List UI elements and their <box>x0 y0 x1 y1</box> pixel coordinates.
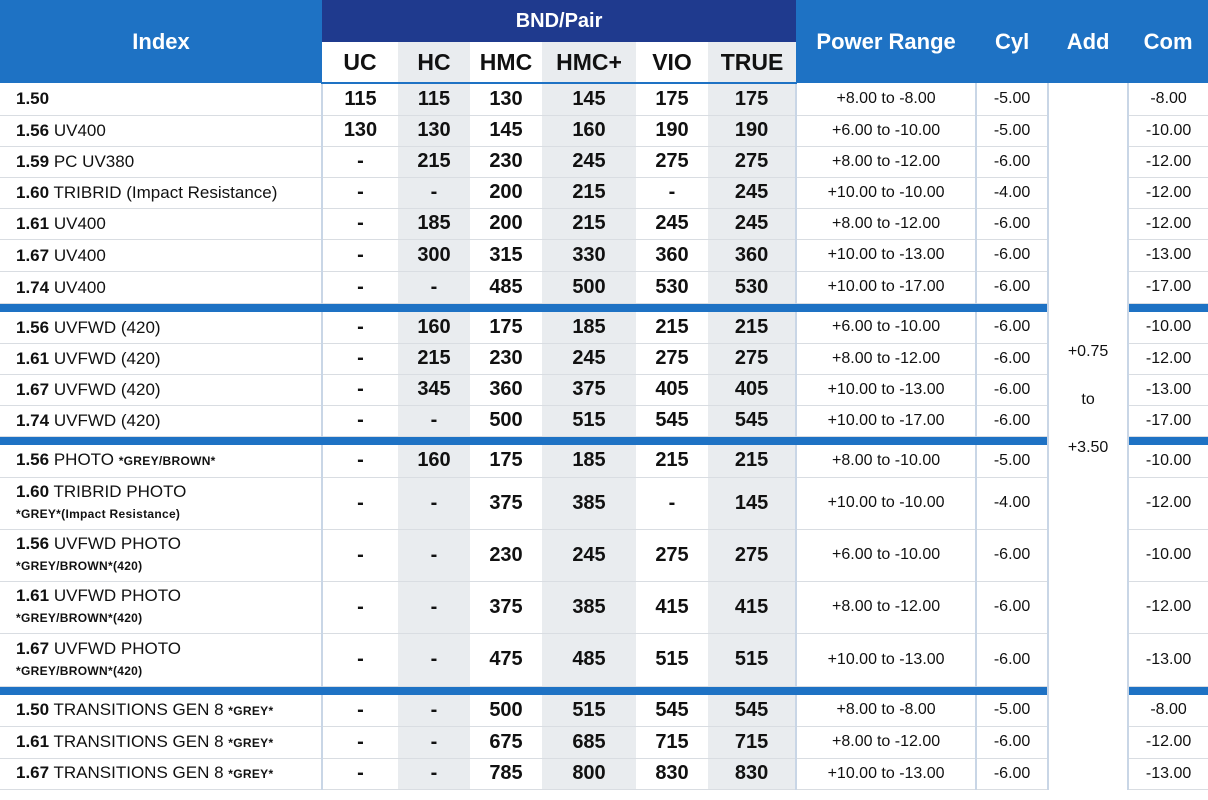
index-variant-note: *GREY/BROWN*(420) <box>16 559 143 573</box>
index-cell <box>0 343 322 374</box>
cyl-cell: -6.00 <box>976 239 1048 271</box>
price-vio: - <box>636 477 708 529</box>
add-range-cell <box>1048 83 1128 789</box>
price-uc: - <box>322 239 398 271</box>
price-vio: 830 <box>636 758 708 789</box>
index-number: 1.50 <box>16 89 50 109</box>
table-row <box>0 312 1208 343</box>
table-row <box>0 581 1208 633</box>
index-cell <box>0 208 322 239</box>
com-cell: -8.00 <box>1128 695 1208 726</box>
power-range-cell: +8.00 to -12.00 <box>796 343 976 374</box>
index-number: 1.74 <box>16 277 50 297</box>
power-range-cell: +8.00 to -8.00 <box>796 695 976 726</box>
com-cell: -13.00 <box>1128 239 1208 271</box>
price-uc: - <box>322 271 398 303</box>
power-range-cell: +8.00 to -12.00 <box>796 146 976 177</box>
index-cell <box>0 529 322 581</box>
price-hc: - <box>398 405 470 436</box>
price-hc: - <box>398 581 470 633</box>
price-hmcp: 245 <box>542 146 636 177</box>
price-hmc: 200 <box>470 177 542 208</box>
price-hc: 215 <box>398 146 470 177</box>
table-row <box>0 445 1208 477</box>
price-hc: - <box>398 529 470 581</box>
price-vio: 245 <box>636 208 708 239</box>
price-hmcp: 800 <box>542 758 636 789</box>
index-number: 1.67 <box>16 638 50 658</box>
price-hmcp: 185 <box>542 312 636 343</box>
price-uc: - <box>322 581 398 633</box>
index-number: 1.59 <box>16 152 50 171</box>
index-description: UVFWD PHOTO <box>53 534 182 553</box>
price-true: 360 <box>708 239 796 271</box>
price-vio: 415 <box>636 581 708 633</box>
cyl-cell: -6.00 <box>976 758 1048 789</box>
price-hc: 345 <box>398 374 470 405</box>
com-cell: -10.00 <box>1128 115 1208 146</box>
price-hmcp: 500 <box>542 271 636 303</box>
section-divider <box>0 303 1208 312</box>
com-cell: -12.00 <box>1128 343 1208 374</box>
power-range-cell: +6.00 to -10.00 <box>796 115 976 146</box>
index-cell <box>0 115 322 146</box>
cyl-cell: -6.00 <box>976 343 1048 374</box>
index-cell <box>0 405 322 436</box>
power-range-cell: +8.00 to -8.00 <box>796 83 976 115</box>
price-uc: - <box>322 445 398 477</box>
power-range-cell: +10.00 to -13.00 <box>796 374 976 405</box>
com-cell: -12.00 <box>1128 208 1208 239</box>
price-vio: 215 <box>636 312 708 343</box>
power-range-cell: +10.00 to -17.00 <box>796 271 976 303</box>
index-description: UV400 <box>53 245 106 265</box>
index-number: 1.61 <box>16 349 50 368</box>
price-vio: 275 <box>636 343 708 374</box>
header-power-range: Power Range <box>796 0 976 83</box>
index-variant-note: *GREY* <box>228 735 274 750</box>
index-number: 1.61 <box>16 586 50 605</box>
add-range-from: +0.75 <box>1067 343 1109 360</box>
power-range-cell: +8.00 to -12.00 <box>796 581 976 633</box>
power-range-cell: +8.00 to -10.00 <box>796 445 976 477</box>
header-true: TRUE <box>708 42 796 83</box>
index-description: UVFWD (420) <box>53 317 161 337</box>
index-number: 1.61 <box>16 731 50 751</box>
price-hmc: 315 <box>470 239 542 271</box>
cyl-cell: -6.00 <box>976 208 1048 239</box>
price-true: 415 <box>708 581 796 633</box>
price-vio: 530 <box>636 271 708 303</box>
com-cell: -12.00 <box>1128 477 1208 529</box>
index-variant-note: *GREY*(Impact Resistance) <box>16 507 181 521</box>
price-hmcp: 330 <box>542 239 636 271</box>
price-uc: - <box>322 374 398 405</box>
header-add: Add <box>1048 0 1128 83</box>
price-vio: 360 <box>636 239 708 271</box>
cyl-cell: -5.00 <box>976 445 1048 477</box>
price-hmcp: 515 <box>542 695 636 726</box>
cyl-cell: -6.00 <box>976 312 1048 343</box>
index-number: 1.74 <box>16 411 50 430</box>
cyl-cell: -5.00 <box>976 695 1048 726</box>
price-hmc: 230 <box>470 146 542 177</box>
cyl-cell: -5.00 <box>976 83 1048 115</box>
header-hmc: HMC <box>470 42 542 83</box>
price-true: 830 <box>708 758 796 789</box>
table-row <box>0 115 1208 146</box>
header-hmc-plus: HMC+ <box>542 42 636 83</box>
com-cell: -17.00 <box>1128 405 1208 436</box>
index-cell <box>0 477 322 529</box>
section-divider <box>0 686 1208 695</box>
com-cell: -10.00 <box>1128 529 1208 581</box>
cyl-cell: -5.00 <box>976 115 1048 146</box>
price-hmcp: 185 <box>542 445 636 477</box>
price-hmc: 675 <box>470 726 542 758</box>
index-cell <box>0 758 322 789</box>
price-hc: - <box>398 477 470 529</box>
power-range-cell: +8.00 to -12.00 <box>796 208 976 239</box>
table-row <box>0 477 1208 529</box>
price-hmc: 145 <box>470 115 542 146</box>
price-hc: 130 <box>398 115 470 146</box>
price-uc: - <box>322 695 398 726</box>
price-hmc: 500 <box>470 405 542 436</box>
index-variant-note: *GREY* <box>228 703 274 718</box>
header-uc: UC <box>322 42 398 83</box>
table-row <box>0 405 1208 436</box>
header-hc: HC <box>398 42 470 83</box>
price-uc: - <box>322 529 398 581</box>
power-range-cell: +10.00 to -13.00 <box>796 633 976 686</box>
table-row <box>0 239 1208 271</box>
price-hmc: 175 <box>470 445 542 477</box>
price-true: 190 <box>708 115 796 146</box>
index-number: 1.67 <box>16 763 50 782</box>
price-hmc: 475 <box>470 633 542 686</box>
index-number: 1.61 <box>16 214 50 233</box>
price-vio: 190 <box>636 115 708 146</box>
table-row <box>0 83 1208 115</box>
table-row <box>0 633 1208 686</box>
power-range-cell: +10.00 to -13.00 <box>796 758 976 789</box>
price-uc: - <box>322 726 398 758</box>
price-vio: 715 <box>636 726 708 758</box>
price-uc: - <box>322 405 398 436</box>
price-true: 245 <box>708 177 796 208</box>
price-hmc: 375 <box>470 581 542 633</box>
index-description: TRANSITIONS GEN 8 <box>53 763 229 782</box>
table-row <box>0 758 1208 789</box>
price-hmc: 360 <box>470 374 542 405</box>
index-number: 1.56 <box>16 317 50 337</box>
table-row <box>0 208 1208 239</box>
table-body <box>0 83 1208 789</box>
cyl-cell: -6.00 <box>976 146 1048 177</box>
price-uc: - <box>322 343 398 374</box>
index-cell <box>0 445 322 477</box>
cyl-cell: -4.00 <box>976 177 1048 208</box>
com-cell: -12.00 <box>1128 177 1208 208</box>
header-com: Com <box>1128 0 1208 83</box>
price-hc: 160 <box>398 445 470 477</box>
price-hmc: 175 <box>470 312 542 343</box>
price-true: 145 <box>708 477 796 529</box>
index-cell <box>0 239 322 271</box>
com-cell: -12.00 <box>1128 146 1208 177</box>
price-hc: 300 <box>398 239 470 271</box>
price-hmcp: 245 <box>542 529 636 581</box>
price-hmc: 375 <box>470 477 542 529</box>
price-true: 545 <box>708 405 796 436</box>
price-hmcp: 375 <box>542 374 636 405</box>
price-true: 215 <box>708 445 796 477</box>
price-hmcp: 485 <box>542 633 636 686</box>
table-row <box>0 726 1208 758</box>
price-hc: 215 <box>398 343 470 374</box>
price-uc: - <box>322 758 398 789</box>
power-range-cell: +10.00 to -13.00 <box>796 239 976 271</box>
price-uc: - <box>322 633 398 686</box>
price-hmcp: 515 <box>542 405 636 436</box>
price-hmcp: 145 <box>542 83 636 115</box>
header-cyl: Cyl <box>976 0 1048 83</box>
table-row <box>0 146 1208 177</box>
price-hc: - <box>398 726 470 758</box>
price-hc: - <box>398 271 470 303</box>
price-uc: - <box>322 312 398 343</box>
price-vio: 215 <box>636 445 708 477</box>
index-description: UV400 <box>53 214 106 233</box>
index-cell <box>0 374 322 405</box>
price-true: 545 <box>708 695 796 726</box>
price-hmc: 500 <box>470 695 542 726</box>
index-description: UVFWD (420) <box>53 411 161 430</box>
price-true: 530 <box>708 271 796 303</box>
index-variant-note: *GREY/BROWN* <box>118 454 216 469</box>
index-description: PHOTO <box>53 450 119 470</box>
price-true: 515 <box>708 633 796 686</box>
header-bnd-pair: BND/Pair <box>322 0 796 42</box>
cyl-cell: -6.00 <box>976 581 1048 633</box>
price-true: 275 <box>708 529 796 581</box>
index-description: UVFWD PHOTO <box>53 586 182 605</box>
price-vio: 515 <box>636 633 708 686</box>
index-description: UVFWD (420) <box>53 349 161 368</box>
price-hc: 185 <box>398 208 470 239</box>
price-hmcp: 685 <box>542 726 636 758</box>
price-hmcp: 160 <box>542 115 636 146</box>
cyl-cell: -6.00 <box>976 726 1048 758</box>
cyl-cell: -6.00 <box>976 529 1048 581</box>
price-true: 175 <box>708 83 796 115</box>
index-variant-note: *GREY/BROWN*(420) <box>16 663 143 678</box>
power-range-cell: +8.00 to -12.00 <box>796 726 976 758</box>
index-description: UV400 <box>53 121 106 140</box>
index-number: 1.60 <box>16 183 50 202</box>
com-cell: -10.00 <box>1128 445 1208 477</box>
price-hmc: 230 <box>470 529 542 581</box>
index-description: UVFWD (420) <box>53 380 161 399</box>
table-row <box>0 271 1208 303</box>
price-vio: 405 <box>636 374 708 405</box>
index-description: TRANSITIONS GEN 8 <box>53 699 229 719</box>
index-number: 1.56 <box>16 450 50 470</box>
index-cell <box>0 695 322 726</box>
table-row <box>0 374 1208 405</box>
index-number: 1.67 <box>16 380 50 399</box>
price-uc: - <box>322 208 398 239</box>
cyl-cell: -6.00 <box>976 633 1048 686</box>
index-description: PC UV380 <box>53 152 135 171</box>
price-true: 275 <box>708 146 796 177</box>
price-true: 275 <box>708 343 796 374</box>
index-number: 1.56 <box>16 534 50 553</box>
price-true: 405 <box>708 374 796 405</box>
price-hc: 160 <box>398 312 470 343</box>
index-cell <box>0 177 322 208</box>
table-row <box>0 177 1208 208</box>
header-index: Index <box>0 0 322 83</box>
index-variant-note: *GREY* <box>228 767 274 781</box>
cyl-cell: -6.00 <box>976 374 1048 405</box>
price-hc: - <box>398 633 470 686</box>
com-cell: -13.00 <box>1128 374 1208 405</box>
cyl-cell: -4.00 <box>976 477 1048 529</box>
index-cell <box>0 633 322 686</box>
price-hc: - <box>398 758 470 789</box>
index-cell <box>0 271 322 303</box>
price-hmcp: 385 <box>542 477 636 529</box>
price-hmc: 785 <box>470 758 542 789</box>
price-true: 245 <box>708 208 796 239</box>
price-hmc: 485 <box>470 271 542 303</box>
index-description: UV400 <box>53 277 106 297</box>
price-uc: - <box>322 477 398 529</box>
com-cell: -17.00 <box>1128 271 1208 303</box>
price-hc: 115 <box>398 83 470 115</box>
table-row <box>0 529 1208 581</box>
index-description: TRANSITIONS GEN 8 <box>53 731 229 751</box>
price-true: 215 <box>708 312 796 343</box>
price-vio: 275 <box>636 529 708 581</box>
com-cell: -12.00 <box>1128 581 1208 633</box>
index-number: 1.56 <box>16 121 50 140</box>
cyl-cell: -6.00 <box>976 405 1048 436</box>
cyl-cell: -6.00 <box>976 271 1048 303</box>
index-variant-note: *GREY/BROWN*(420) <box>16 611 143 625</box>
index-number: 1.60 <box>16 482 50 501</box>
index-description: UVFWD PHOTO <box>53 638 182 658</box>
price-hmc: 230 <box>470 343 542 374</box>
price-vio: - <box>636 177 708 208</box>
price-vio: 275 <box>636 146 708 177</box>
index-description: TRIBRID PHOTO <box>53 482 187 501</box>
price-hmcp: 215 <box>542 177 636 208</box>
table-row <box>0 343 1208 374</box>
price-hmc: 200 <box>470 208 542 239</box>
power-range-cell: +10.00 to -10.00 <box>796 177 976 208</box>
price-uc: 130 <box>322 115 398 146</box>
table-row <box>0 695 1208 726</box>
price-true: 715 <box>708 726 796 758</box>
com-cell: -12.00 <box>1128 726 1208 758</box>
price-hc: - <box>398 177 470 208</box>
price-uc: - <box>322 146 398 177</box>
price-hmcp: 245 <box>542 343 636 374</box>
price-hc: - <box>398 695 470 726</box>
com-cell: -8.00 <box>1128 83 1208 115</box>
index-number: 1.67 <box>16 245 50 265</box>
com-cell: -13.00 <box>1128 633 1208 686</box>
index-description: TRIBRID (Impact Resistance) <box>53 183 278 202</box>
price-uc: 115 <box>322 83 398 115</box>
section-divider <box>0 436 1208 445</box>
power-range-cell: +10.00 to -17.00 <box>796 405 976 436</box>
price-vio: 545 <box>636 405 708 436</box>
com-cell: -10.00 <box>1128 312 1208 343</box>
add-range-to: +3.50 <box>1067 439 1109 456</box>
index-cell <box>0 83 322 115</box>
index-cell <box>0 312 322 343</box>
price-vio: 545 <box>636 695 708 726</box>
price-hmcp: 385 <box>542 581 636 633</box>
power-range-cell: +10.00 to -10.00 <box>796 477 976 529</box>
price-hmcp: 215 <box>542 208 636 239</box>
power-range-cell: +6.00 to -10.00 <box>796 529 976 581</box>
add-range-to-word: to <box>1081 391 1095 408</box>
price-vio: 175 <box>636 83 708 115</box>
price-hmc: 130 <box>470 83 542 115</box>
power-range-cell: +6.00 to -10.00 <box>796 312 976 343</box>
index-cell <box>0 726 322 758</box>
index-number: 1.50 <box>16 699 50 719</box>
header-vio: VIO <box>636 42 708 83</box>
com-cell: -13.00 <box>1128 758 1208 789</box>
index-cell <box>0 581 322 633</box>
price-uc: - <box>322 177 398 208</box>
index-cell <box>0 146 322 177</box>
